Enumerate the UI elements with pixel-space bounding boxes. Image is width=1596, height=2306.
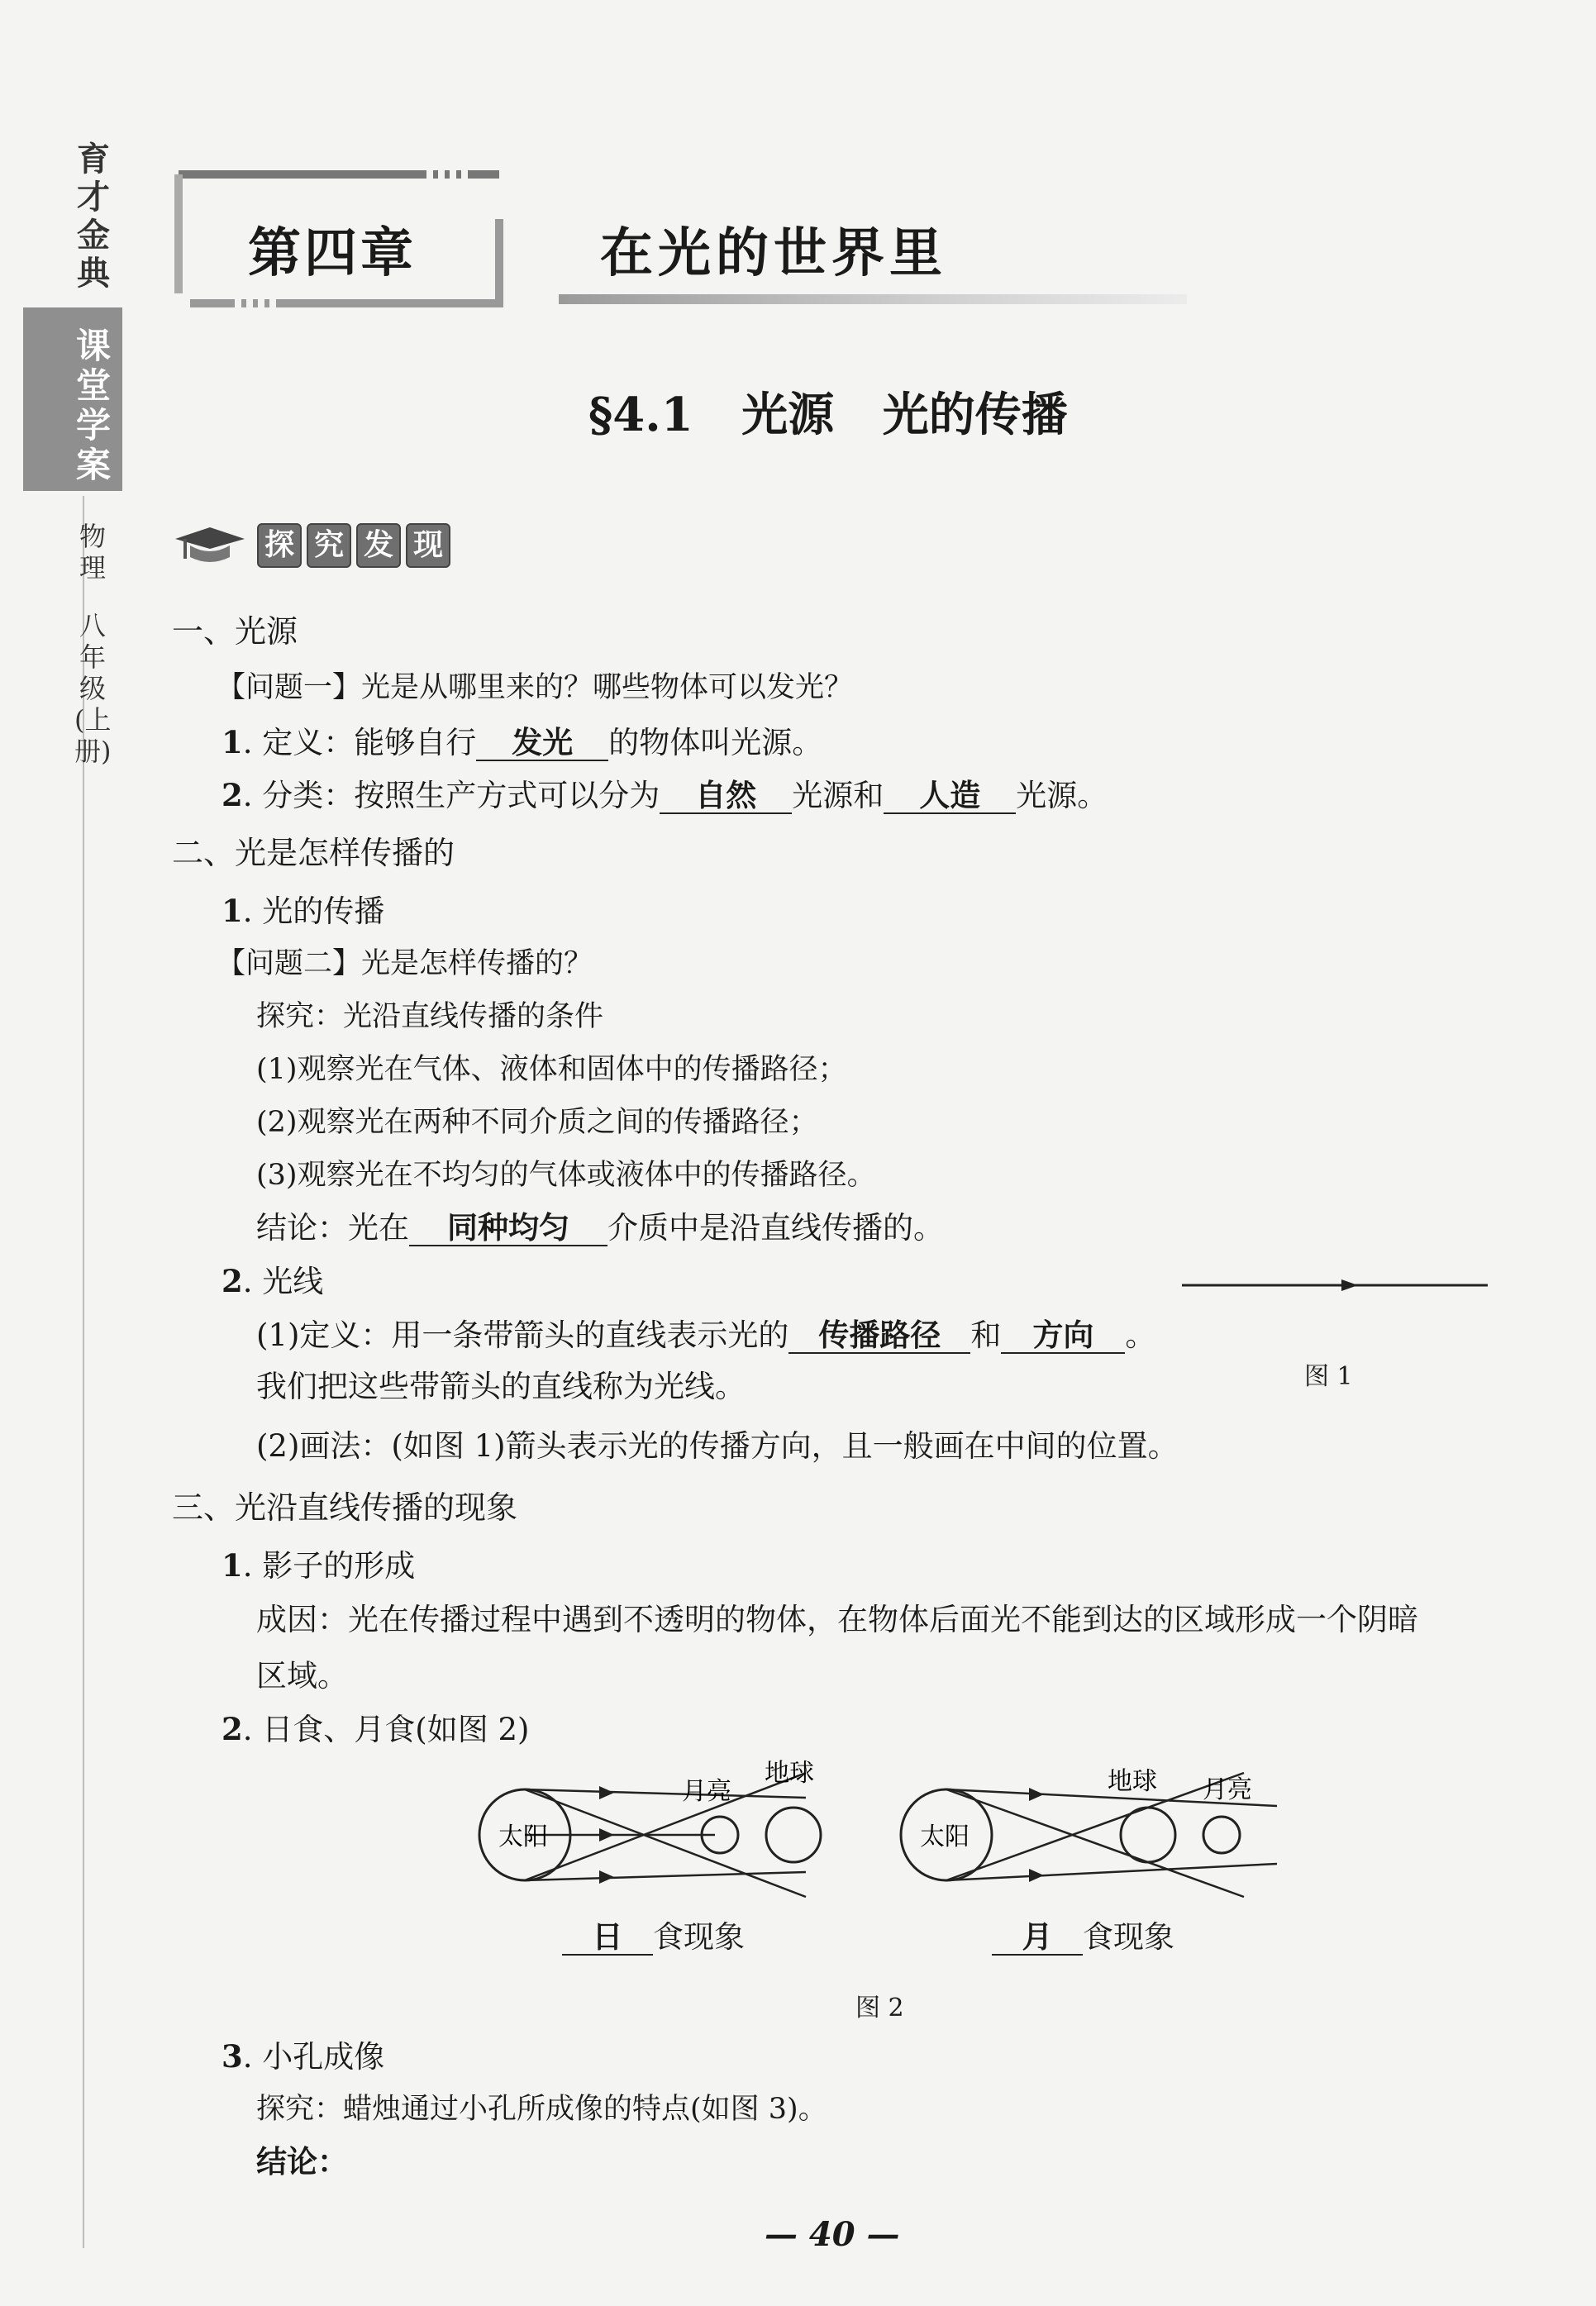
subheading-eclipse: 2. 日食、月食(如图 2)	[222, 1711, 530, 1747]
moon-label: 月亮	[682, 1777, 731, 1806]
answer-blank: 人造	[884, 779, 1016, 814]
subject-label: 物理	[79, 521, 106, 584]
badge-char-1: 探	[257, 523, 302, 568]
explore-badge	[172, 521, 455, 570]
answer-blank: 日	[562, 1921, 653, 1956]
light-ray-definition-2: 我们把这些带箭头的直线称为光线。	[256, 1369, 746, 1404]
light-ray-figure	[1178, 1273, 1492, 1298]
solar-eclipse-diagram	[475, 1756, 839, 1905]
sun-label: 太阳	[498, 1822, 548, 1851]
heading-phenomena: 三、光沿直线传播的现象	[172, 1489, 518, 1526]
heading-light-source: 一、光源	[172, 613, 298, 650]
badge-char-2: 究	[307, 523, 351, 568]
subheading-propagation: 1. 光的传播	[222, 893, 385, 929]
figure-1-caption: 图 1	[1304, 1362, 1353, 1391]
section-title: §4.1 光源 光的传播	[588, 388, 1068, 442]
lunar-eclipse-diagram	[897, 1756, 1277, 1905]
explore-item-2: (2)观察光在两种不同介质之间的传播路径；	[256, 1106, 818, 1139]
badge-char-4: 现	[406, 523, 450, 568]
earth-label: 地球	[765, 1759, 814, 1788]
answer-blank: 自然	[660, 779, 792, 814]
answer-blank: 发光	[476, 727, 608, 761]
drawing-method: (2)画法：(如图 1)箭头表示光的传播方向，且一般画在中间的位置。	[256, 1428, 1179, 1464]
answer-blank: 传播路径	[788, 1319, 970, 1354]
question-one: 【问题一】光是从哪里来的？哪些物体可以发光？	[217, 671, 854, 704]
sun-label: 太阳	[920, 1822, 970, 1851]
subheading-pinhole: 3. 小孔成像	[222, 2038, 385, 2075]
solar-eclipse-label: 日 食现象	[562, 1919, 745, 1956]
series-name: 育才金典	[77, 141, 110, 293]
mortarboard-icon	[172, 521, 248, 570]
page-number: — 40 —	[765, 2215, 900, 2254]
subheading-shadow: 1. 影子的形成	[222, 1547, 416, 1584]
product-name: 课堂学案	[75, 326, 111, 485]
explore-item-3: (3)观察光在不均匀的气体或液体中的传播路径。	[256, 1159, 876, 1192]
lunar-eclipse-label: 月 食现象	[992, 1919, 1174, 1956]
chapter-title: 在光的世界里	[600, 223, 947, 284]
grade-label: 八年级(上册)	[74, 610, 112, 767]
shadow-cause-2: 区域。	[256, 1658, 348, 1694]
answer-blank: 同种均匀	[409, 1212, 607, 1246]
chapter-underline	[559, 294, 1187, 304]
chapter-number: 第四章	[248, 223, 417, 284]
shadow-cause-1: 成因：光在传播过程中遇到不透明的物体，在物体后面光不能到达的区域形成一个阴暗	[256, 1602, 1418, 1637]
explore-line: 探究：光沿直线传播的条件	[256, 1000, 604, 1033]
figure-2-caption: 图 2	[855, 1994, 904, 2023]
moon-label: 月亮	[1203, 1775, 1252, 1804]
subheading-light-ray: 2. 光线	[222, 1263, 324, 1299]
badge-char-3: 发	[356, 523, 401, 568]
classification-line: 2. 分类：按照生产方式可以分为 自然 光源和 人造 光源。	[222, 777, 1108, 813]
heading-propagation: 二、光是怎样传播的	[172, 835, 455, 871]
pinhole-explore: 探究：蜡烛通过小孔所成像的特点(如图 3)。	[256, 2093, 827, 2126]
earth-label: 地球	[1108, 1767, 1157, 1796]
answer-blank: 月	[992, 1921, 1083, 1956]
conclusion-line: 结论：光在 同种均匀 介质中是沿直线传播的。	[256, 1210, 944, 1246]
question-two: 【问题二】光是怎样传播的？	[217, 947, 593, 980]
pinhole-conclusion: 结论：	[256, 2144, 348, 2180]
answer-blank: 方向	[1001, 1319, 1125, 1354]
definition-line: 1. 定义：能够自行 发光 的物体叫光源。	[222, 724, 823, 760]
light-ray-definition: (1)定义：用一条带箭头的直线表示光的 传播路径 和 方向 。	[256, 1317, 1156, 1353]
explore-item-1: (1)观察光在气体、液体和固体中的传播路径；	[256, 1053, 847, 1086]
